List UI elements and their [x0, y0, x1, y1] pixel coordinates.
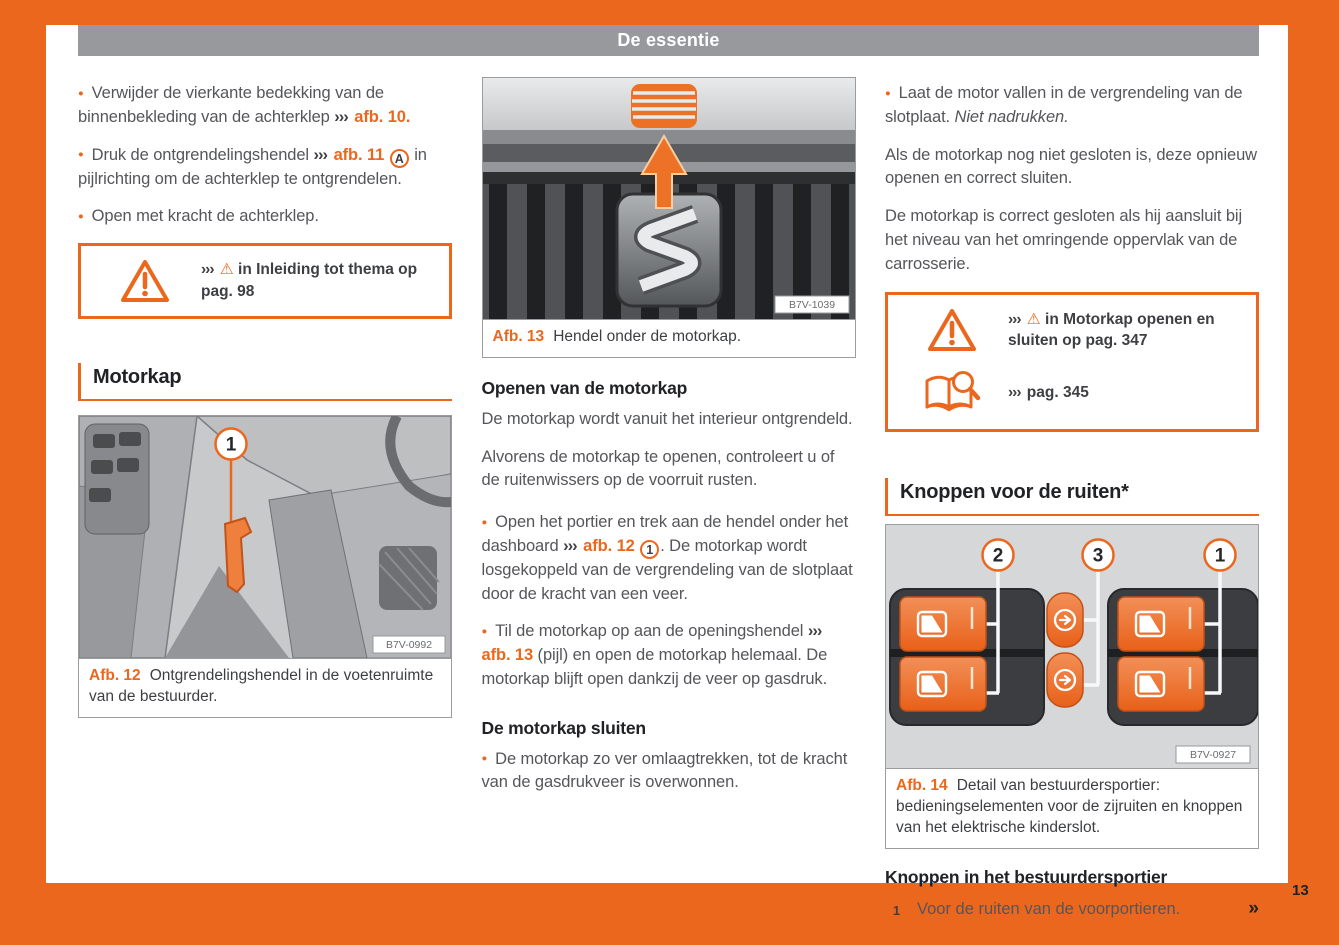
- numbered-item-1: [885, 898, 1259, 920]
- warning-triangle-icon: [89, 258, 201, 304]
- figure-12-caption-text: Ontgrendelingshendel in de voetenruimte van de bestuurder.: [89, 667, 434, 705]
- warning-row: [896, 307, 1248, 353]
- figure-14: [885, 524, 1259, 849]
- page-border-left: [0, 0, 46, 945]
- heading-close-motorkap: De motorkap sluiten: [481, 717, 646, 738]
- warning-reference-box: [885, 292, 1259, 432]
- page-content: [78, 56, 1259, 920]
- warning-triangle-icon: [896, 307, 1008, 353]
- instruction-bullet: ● Druk de ontgrendelingshendel ››› afb. 11 A in pijlrichting om de achterklep te ontgrendelen.: [78, 144, 452, 192]
- figure-12: [78, 415, 452, 718]
- heading-knoppen-bestuurdersportier: Knoppen in het bestuurdersportier: [885, 867, 1168, 888]
- instruction-bullet: ● Verwijder de vierkante bedekking van de binnenbekleding van de achterklep ››› afb. 10.: [78, 82, 452, 130]
- figure-14-callout-1: 1: [1214, 545, 1226, 567]
- warning-reference-text: ››› ⚠ in Inleiding tot thema op pag. 98: [201, 261, 418, 300]
- figure-14-label: Afb. 14: [896, 777, 948, 795]
- instruction-bullet: ● Laat de motor vallen in de vergrendeling van de slotplaat. Niet nadrukken.: [885, 82, 1259, 130]
- figure-12-callout: 1: [225, 434, 237, 456]
- page-border-right: [1288, 0, 1339, 945]
- figure-14-caption-text: Detail van bestuurdersportier: bedieningselementen voor de zijruiten en knoppen van het elektrische kinderslot.: [896, 777, 1243, 837]
- chapter-title: De essentie: [617, 30, 720, 50]
- column-middle: [482, 56, 856, 920]
- paragraph: Alvorens de motorkap te openen, controleert u of de ruitenwissers op de voorruit rusten.: [481, 447, 835, 490]
- paragraph: De motorkap is correct gesloten als hij aansluit bij het niveau van het omringende oppervlak van de carrosserie.: [885, 207, 1243, 273]
- book-reference-text: ››› pag. 345: [1008, 384, 1089, 402]
- figure-13: [482, 77, 856, 358]
- instruction-bullet: ● De motorkap zo ver omlaagtrekken, tot de kracht van de gasdrukveer is overwonnen.: [482, 748, 856, 796]
- book-search-icon: [896, 369, 1008, 417]
- figure-12-caption: [78, 659, 452, 718]
- figure-13-caption-text: Hendel onder de motorkap.: [553, 328, 742, 345]
- column-left: [78, 56, 452, 920]
- figure-12-image: [78, 415, 452, 659]
- figure-14-callout-2: 2: [992, 545, 1004, 567]
- instruction-bullet: ● Open met kracht de achterklep.: [78, 205, 452, 229]
- figure-12-label: Afb. 12: [89, 667, 141, 684]
- warning-row: [89, 258, 441, 304]
- figure-14-caption: [885, 769, 1259, 849]
- item-number-circle: 1: [886, 899, 907, 920]
- chapter-header: [78, 25, 1259, 56]
- figure-14-code: B7V-0927: [1189, 749, 1237, 762]
- figure-14-callout-3: 3: [1092, 545, 1104, 567]
- figure-13-caption: [482, 320, 856, 358]
- instruction-bullet: ● Open het portier en trek aan de hendel onder het dashboard ››› afb. 12 1 . De motorkap wordt losgekoppeld van de vergrendeling van de slotplaat door de kracht van een veer.: [482, 511, 856, 606]
- page-border-top: [0, 0, 1339, 25]
- heading-open-motorkap: Openen van de motorkap: [481, 377, 688, 398]
- column-right: [885, 56, 1259, 920]
- figure-13-image: [482, 77, 856, 320]
- figure-13-code: B7V-1039: [788, 299, 835, 311]
- continues-next-page-marker: »: [1248, 898, 1259, 920]
- figure-13-label: Afb. 13: [492, 328, 545, 345]
- paragraph: De motorkap wordt vanuit het interieur ontgrendeld.: [481, 409, 853, 428]
- figure-14-image: [885, 524, 1259, 769]
- section-title-knoppen: Knoppen voor de ruiten*: [885, 478, 1259, 516]
- book-reference-row: [896, 369, 1248, 417]
- warning-reference-box: [78, 243, 452, 319]
- instruction-bullet: ● Til de motorkap op aan de openingshendel ››› afb. 13 (pijl) en open de motorkap helemaal. De motorkap blijft open dankzij de veer op gasdruk.: [482, 620, 856, 691]
- warning-reference-text: ››› ⚠ in Motorkap openen en sluiten op pag. 347: [1008, 310, 1215, 350]
- section-title-motorkap: Motorkap: [78, 363, 452, 401]
- paragraph: Als de motorkap nog niet gesloten is, deze opnieuw openen en correct sluiten.: [885, 145, 1257, 188]
- page-number: 13: [1292, 882, 1309, 899]
- item-text: Voor de ruiten van de voorportieren.: [917, 899, 1181, 918]
- figure-12-code: B7V-0992: [385, 639, 433, 651]
